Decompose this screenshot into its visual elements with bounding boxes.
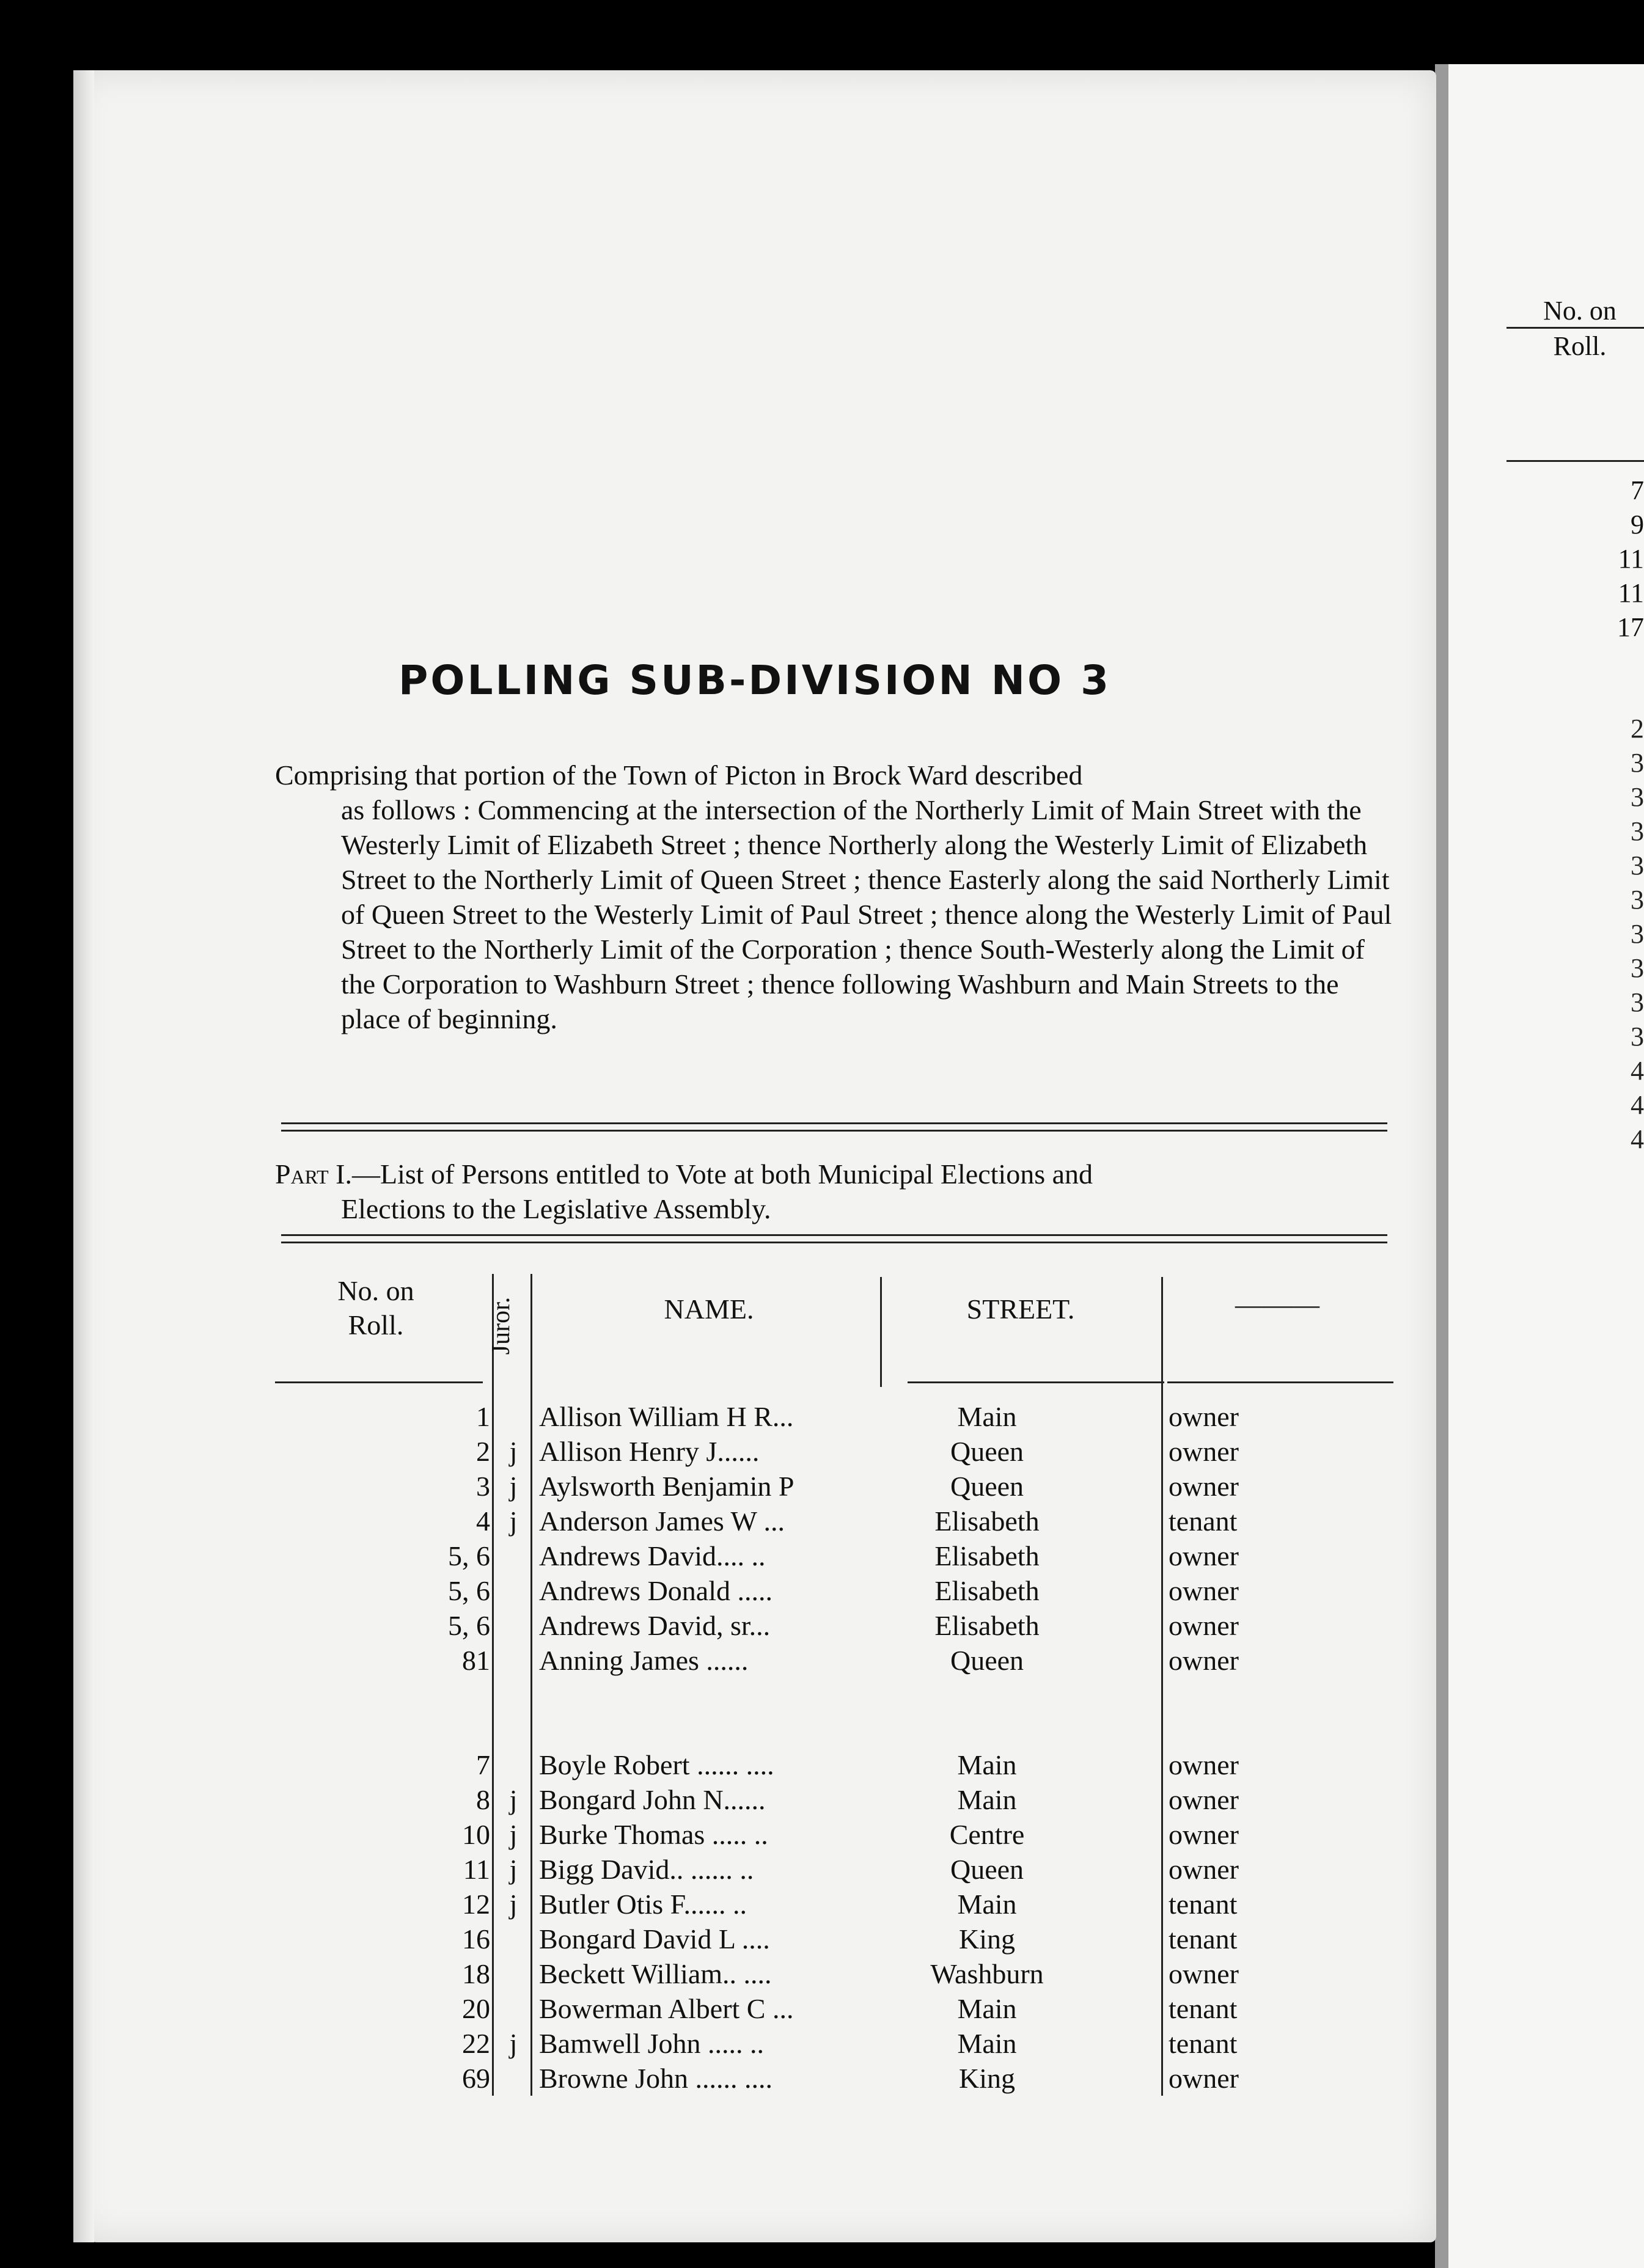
voter-name: Aylsworth Benjamin P (539, 1471, 794, 1502)
table-row (275, 1887, 1393, 1922)
table-row (275, 2026, 1393, 2061)
adjacent-roll-number: 17 (1617, 612, 1644, 642)
voter-name: Browne John ...... .... (539, 2063, 773, 2094)
street-name: Elisabeth (934, 1610, 1040, 1641)
roll-number: 81 (462, 1645, 490, 1676)
voter-name: Allison Henry J...... (539, 1436, 760, 1467)
adjacent-roll-number: 9 (1631, 510, 1644, 540)
juror-mark: j (509, 1854, 518, 1885)
street-name: Centre (949, 1819, 1025, 1850)
tenure: owner (1169, 1819, 1239, 1850)
tenure: owner (1169, 1784, 1239, 1815)
table-row (275, 2061, 1393, 2096)
street-name: Main (957, 1749, 1017, 1780)
adjacent-number-fragment: 3 (1631, 885, 1644, 915)
table-row (275, 1399, 1393, 1434)
header-rule-tenure (1167, 1381, 1393, 1383)
adjacent-roll-number: 11 (1618, 544, 1644, 574)
header-street: STREET. (966, 1293, 1075, 1325)
adjacent-page-edge (1435, 64, 1644, 2268)
description-body: as follows : Commencing at the intersection of the Northerly Limit of Main Street with the Westerly Limit of Elizabeth Street ; thence Northerly along the Westerly Limit of Elizabeth Street to the Northerly Limit of Queen Street ; thence Easterly along the said Northerly Limit of Queen Street to the Westerly Limit of Paul Street ; thence along the Westerly Limit of Paul Street to the Northerly Limit of the Corporation ; thence South-Westerly along the Limit of the Corporation to Washburn Street ; thence following Washburn and Main Streets to the place of beginning. (341, 794, 1392, 1034)
description-first-line: Comprising that portion of the Town of Picton in Brock Ward described (275, 759, 1083, 791)
part-line2: Elections to the Legislative Assembly. (341, 1193, 771, 1224)
street-name: King (959, 2063, 1015, 2094)
adjacent-number-fragment: 3 (1631, 987, 1644, 1017)
adjacent-number-fragment: 3 (1631, 816, 1644, 846)
roll-number: 8 (476, 1784, 490, 1815)
subdivision-description (275, 758, 1393, 1036)
voter-name: Bowerman Albert C ... (539, 1993, 794, 2024)
table-row (275, 1608, 1393, 1643)
street-name: Main (957, 1784, 1017, 1815)
voter-name: Butler Otis F...... .. (539, 1889, 747, 1920)
roll-number: 22 (462, 2028, 490, 2059)
adjacent-number-fragment: 4 (1631, 1124, 1644, 1154)
street-name: Queen (950, 1471, 1024, 1502)
adjacent-number-fragment: 3 (1631, 953, 1644, 983)
juror-mark: j (509, 1505, 518, 1537)
roll-number: 5, 6 (448, 1610, 490, 1641)
voter-name: Bongard John N...... (539, 1784, 766, 1815)
street-name: Elisabeth (934, 1540, 1040, 1571)
roll-number: 11 (463, 1854, 490, 1885)
adjacent-number-fragment: 4 (1631, 1090, 1644, 1120)
header-no-line1: No. on (337, 1275, 414, 1306)
header-juror (483, 1280, 519, 1372)
street-name: Elisabeth (934, 1575, 1040, 1606)
table-row (275, 1922, 1393, 1956)
voter-name: Burke Thomas ..... .. (539, 1819, 768, 1850)
voter-name: Allison William H R... (539, 1401, 794, 1432)
tenure: owner (1169, 1471, 1239, 1502)
voter-name: Bamwell John ..... .. (539, 2028, 764, 2059)
adjacent-roll-numbers (1589, 474, 1644, 645)
adjacent-number-fragment: 3 (1631, 919, 1644, 949)
tenure: tenant (1169, 1889, 1238, 1920)
section-divider (281, 1122, 1387, 1132)
street-name: King (959, 1923, 1015, 1955)
table-row (275, 1469, 1393, 1504)
header-tenure: ——— (1235, 1289, 1319, 1320)
roll-number: 3 (476, 1471, 490, 1502)
adjacent-roll-number: 7 (1631, 475, 1644, 505)
table-row (275, 1643, 1393, 1678)
table-row (275, 1852, 1393, 1887)
table-row (275, 1956, 1393, 1991)
header-juror-label: Juror. (487, 1297, 515, 1355)
table-row (275, 1747, 1393, 1782)
roll-number: 69 (462, 2063, 490, 2094)
voters-table (275, 1268, 1393, 2099)
document-page (73, 70, 1436, 2242)
roll-number: 1 (476, 1401, 490, 1432)
adjacent-number-fragment: 3 (1631, 1022, 1644, 1052)
voter-name: Bigg David.. ...... .. (539, 1854, 754, 1885)
table-top-divider (281, 1234, 1387, 1243)
adjacent-page-header (1516, 293, 1644, 364)
juror-mark: j (509, 1436, 518, 1467)
page-title: POLLING SUB-DIVISION NO 3 (398, 657, 1111, 704)
street-name: Washburn (930, 1958, 1044, 1989)
table-row (275, 1782, 1393, 1817)
table-row (275, 1434, 1393, 1469)
juror-mark: j (509, 2028, 518, 2059)
header-no-on-roll (275, 1274, 477, 1342)
tenure: owner (1169, 1610, 1239, 1641)
adjacent-page-header-rule (1506, 460, 1644, 462)
tenure: tenant (1169, 2028, 1238, 2059)
adjacent-roll-number: 11 (1618, 578, 1644, 608)
tenure: owner (1169, 2063, 1239, 2094)
adjacent-header-line2: Roll. (1553, 331, 1607, 361)
tenure: owner (1169, 1575, 1239, 1606)
adjacent-number-fragment: 4 (1631, 1056, 1644, 1086)
roll-number: 5, 6 (448, 1540, 490, 1571)
juror-mark: j (509, 1889, 518, 1920)
roll-number: 7 (476, 1749, 490, 1780)
voter-name: Anning James ...... (539, 1645, 749, 1676)
tenure: owner (1169, 1854, 1239, 1885)
juror-mark: j (509, 1471, 518, 1502)
table-row (275, 1991, 1393, 2026)
adjacent-header-line1: No. on (1543, 296, 1616, 326)
tenure: tenant (1169, 1505, 1238, 1537)
header-rule-no (275, 1381, 483, 1383)
table-row (275, 1573, 1393, 1608)
roll-number: 2 (476, 1436, 490, 1467)
roll-number: 4 (476, 1505, 490, 1537)
adjacent-number-fragment: 2 (1631, 714, 1644, 744)
juror-mark: j (509, 1784, 518, 1815)
roll-number: 12 (462, 1889, 490, 1920)
tenure: owner (1169, 1749, 1239, 1780)
voter-name: Beckett William.. .... (539, 1958, 772, 1989)
tenure: owner (1169, 1645, 1239, 1676)
table-row (275, 1504, 1393, 1538)
street-name: Main (957, 1401, 1017, 1432)
voter-name: Bongard David L .... (539, 1923, 770, 1955)
roll-number: 5, 6 (448, 1575, 490, 1606)
table-row (275, 1817, 1393, 1852)
adjacent-number-fragments (1607, 712, 1644, 1157)
tenure: tenant (1169, 1923, 1238, 1955)
voter-name: Andrews David.... .. (539, 1540, 766, 1571)
street-name: Main (957, 1993, 1017, 2024)
street-name: Queen (950, 1854, 1024, 1885)
tenure: owner (1169, 1958, 1239, 1989)
roll-number: 20 (462, 1993, 490, 2024)
voter-name: Andrews David, sr... (539, 1610, 771, 1641)
part-line1: —List of Persons entitled to Vote at both Municipal Elections and (351, 1158, 1093, 1190)
voter-name: Boyle Robert ...... .... (539, 1749, 774, 1780)
voter-name: Anderson James W ... (539, 1505, 785, 1537)
adjacent-number-fragment: 3 (1631, 748, 1644, 778)
adjacent-number-fragment: 3 (1631, 782, 1644, 812)
header-no-line2: Roll. (348, 1309, 404, 1341)
table-row (275, 1538, 1393, 1573)
column-rule-street-head (880, 1277, 882, 1387)
street-name: Queen (950, 1436, 1024, 1467)
roll-number: 16 (462, 1923, 490, 1955)
adjacent-number-fragment: 3 (1631, 850, 1644, 880)
tenure: owner (1169, 1540, 1239, 1571)
header-name: NAME. (664, 1293, 754, 1325)
tenure: tenant (1169, 1993, 1238, 2024)
part-label: Part I. (275, 1158, 352, 1190)
roll-number: 18 (462, 1958, 490, 1989)
street-name: Elisabeth (934, 1505, 1040, 1537)
street-name: Main (957, 1889, 1017, 1920)
voter-name: Andrews Donald ..... (539, 1575, 772, 1606)
part-heading (275, 1157, 1393, 1226)
roll-number: 10 (462, 1819, 490, 1850)
tenure: owner (1169, 1436, 1239, 1467)
street-name: Main (957, 2028, 1017, 2059)
header-rule-street (908, 1381, 1164, 1383)
tenure: owner (1169, 1401, 1239, 1432)
street-name: Queen (950, 1645, 1024, 1676)
juror-mark: j (509, 1819, 518, 1850)
